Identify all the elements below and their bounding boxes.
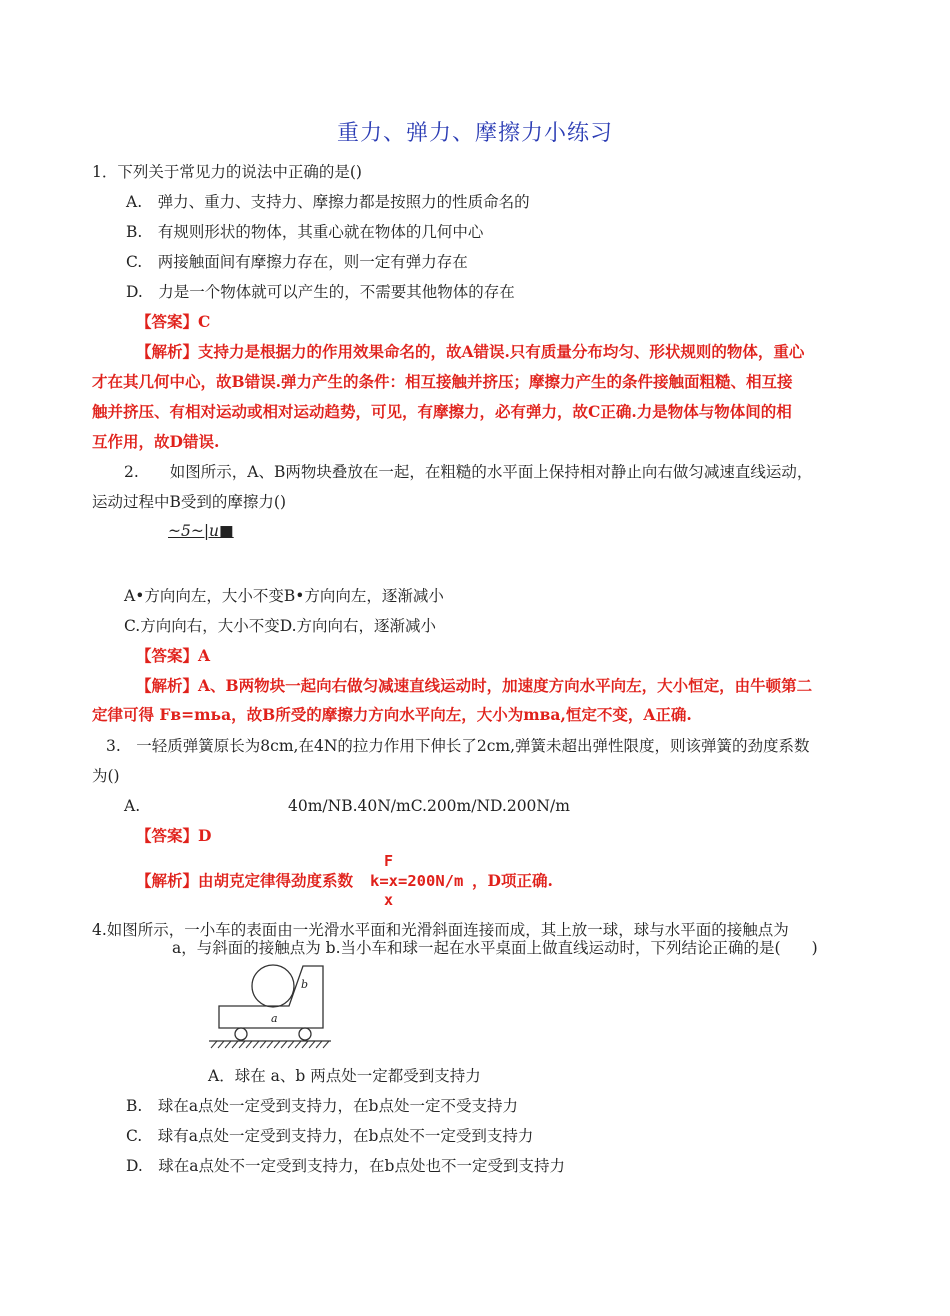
q3-option-label: A. [124,797,141,815]
q4-option-d: D. 球在a点处不一定受到支持力，在b点处也不一定受到支持力 [126,1157,565,1175]
q3-stem-line2: 为() [92,767,120,785]
q3-answer: 【答案】D [136,826,212,845]
page-title: 重力、弹力、摩擦力小练习 [336,121,613,146]
q2-options-cd: C.方向向右，大小不变D.方向向右，逐渐减小 [124,617,437,635]
q2-figure-fragment: ~5~|u■ [168,522,234,540]
q1-analysis-line3: 触并挤压、有相对运动或相对运动趋势，可见，有摩擦力，必有弹力，故C正确.力是物体与物体间的相 [92,402,792,421]
q3-analysis-prefix: 【解析】由胡克定律得劲度系数 [136,871,354,890]
q3-stem-line1: 3. 一轻质弹簧原长为8cm,在4N的拉力作用下伸长了2cm,弹簧未超出弹性限度，则该弹簧的劲度系数 [106,737,810,755]
q1-answer: 【答案】C [136,312,211,331]
q2-stem-line1: 2. 如图所示，A、B两物块叠放在一起，在粗糙的水平面上保持相对静止向右做匀减速直线运动， [124,463,813,481]
q4-stem-line1: 4.如图所示，一小车的表面由一光滑水平面和光滑斜面连接而成，其上放一球，球与水平面的接触点为 [92,921,789,939]
q1-analysis-line2: 才在其几何中心，故B错误.弹力产生的条件：相互接触并挤压；摩擦力产生的条件接触面粗糙、相互接 [92,372,793,391]
q4-stem-line2: a，与斜面的接触点为 b.当小车和球一起在水平桌面上做直线运动时，下列结论正确的是( ) [172,939,818,957]
label-a: a [271,1012,278,1025]
q1-option-b: B. 有规则形状的物体，其重心就在物体的几何中心 [126,223,484,241]
q1-analysis-line1: 【解析】支持力是根据力的作用效果命名的，故A错误.只有质量分布均匀、形状规则的物体，重心 [136,342,805,361]
q4-option-c: C. 球有a点处一定受到支持力，在b点处不一定受到支持力 [126,1127,534,1145]
q1-stem: 1．下列关于常见力的说法中正确的是() [92,163,362,181]
q2-answer: 【答案】A [136,646,211,665]
q2-options-ab: A•方向向左，大小不变B•方向向左，逐渐减小 [124,587,444,605]
q2-analysis-line1: 【解析】A、B两物块一起向右做匀减速直线运动时，加速度方向水平向左，大小恒定，由牛顿第二 [136,676,813,695]
q3-formula: k=x=200N/m [370,872,464,890]
q1-option-c: C. 两接触面间有摩擦力存在，则一定有弹力存在 [126,253,468,271]
q3-fraction-denominator: x [384,891,394,909]
wheel-left [235,1028,247,1040]
q3-analysis-suffix: ，D项正确. [472,871,553,890]
q4-option-a: A．球在 a、b 两点处一定都受到支持力 [208,1067,481,1085]
q4-option-b: B. 球在a点处一定受到支持力，在b点处一定不受支持力 [126,1097,518,1115]
wheel-right [299,1028,311,1040]
q3-options: 40m/NB.40N/mC.200m/ND.200N/m [288,797,570,815]
cart-ball-figure [205,960,335,1052]
label-b: b [301,978,309,991]
ground-hatch [211,1041,329,1048]
ball [252,965,294,1007]
q1-option-d: D. 力是一个物体就可以产生的，不需要其他物体的存在 [126,283,515,301]
q1-analysis-line4: 互作用，故D错误. [92,432,220,451]
q2-stem-line2: 运动过程中B受到的摩擦力() [92,493,286,511]
q3-fraction-numerator: F [384,852,394,870]
q1-option-a: A. 弹力、重力、支持力、摩擦力都是按照力的性质命名的 [126,193,530,211]
q2-analysis-line2: 定律可得 Fв=mьa，故B所受的摩擦力方向水平向左，大小为mвa,恒定不变，A正确. [92,705,692,724]
